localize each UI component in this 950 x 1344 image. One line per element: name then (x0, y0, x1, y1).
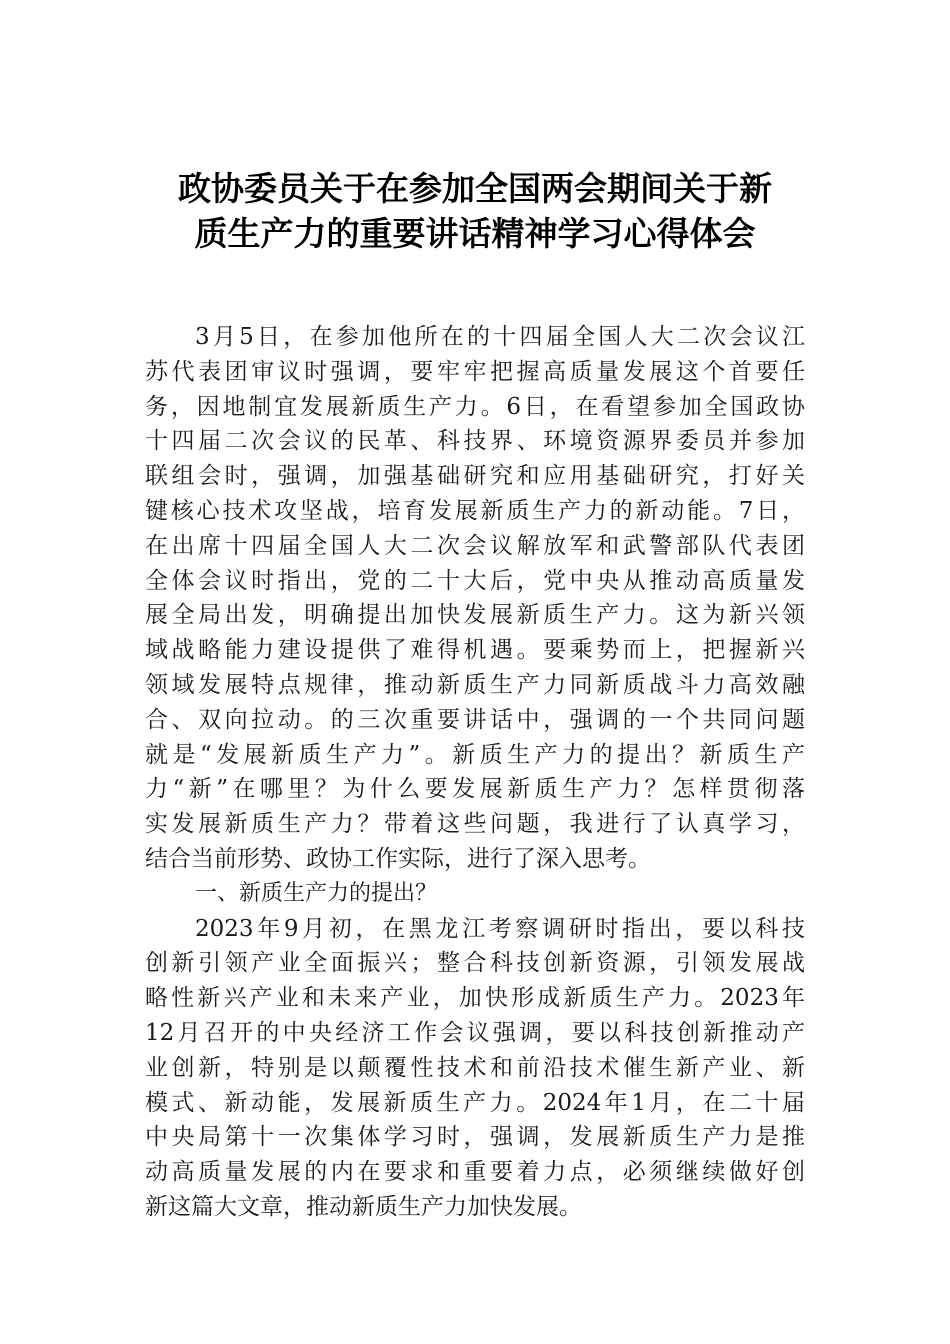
text-line: 模式、新动能，发展新质生产力。2024年1月，在二十届 (145, 1089, 805, 1116)
text-line: 联组会时，强调，加强基础研究和应用基础研究，打好关 (145, 463, 805, 490)
text-line: 在出席十四届全国人大二次会议解放军和武警部队代表团 (145, 532, 805, 559)
text-line: 域战略能力建设提供了难得机遇。要乘势而上，把握新兴 (145, 637, 805, 664)
text-line: 就是“发展新质生产力”。新质生产力的提出？新质生产 (145, 741, 805, 768)
text-line: 务，因地制宜发展新质生产力。6日，在看望参加全国政协 (145, 393, 805, 420)
text-line: 2023年9月初，在黑龙江考察调研时指出，要以科技 (195, 915, 805, 942)
text-line: 结合当前形势、政协工作实际，进行了深入思考。 (145, 845, 651, 872)
text-line: 实发展新质生产力？带着这些问题，我进行了认真学习， (145, 811, 805, 838)
text-line: 创新引领产业全面振兴；整合科技创新资源，引领发展战 (145, 950, 805, 977)
text-line: 业创新，特别是以颠覆性技术和前沿技术催生新产业、新 (145, 1054, 805, 1081)
text-line: 合、双向拉动。的三次重要讲话中，强调的一个共同问题 (145, 706, 805, 733)
text-line: 全体会议时指出，党的二十大后，党中央从推动高质量发 (145, 567, 805, 594)
paragraph-1 (145, 320, 805, 877)
text-line: 3月5日，在参加他所在的十四届全国人大二次会议江 (195, 324, 805, 350)
text-line: 中央局第十一次集体学习时，强调，发展新质生产力是推 (145, 1124, 805, 1151)
text-line: 略性新兴产业和未来产业，加快形成新质生产力。2023年 (145, 985, 805, 1012)
text-line: 展全局出发，明确提出加快发展新质生产力。这为新兴领 (145, 602, 805, 629)
document-title-line-1: 政协委员关于在参加全国两会期间关于新 (178, 169, 772, 208)
text-line: 苏代表团审议时强调，要牢牢把握高质量发展这个首要任 (145, 358, 805, 385)
text-line: 动高质量发展的内在要求和重要着力点，必须继续做好创 (145, 1159, 805, 1186)
text-line: 领域发展特点规律，推动新质生产力同新质战斗力高效融 (145, 671, 805, 698)
text-line: 十四届二次会议的民革、科技界、环境资源界委员并参加 (145, 428, 805, 455)
text-line: 力“新”在哪里？为什么要发展新质生产力？怎样贯彻落 (145, 776, 805, 803)
document-body (145, 320, 805, 1225)
text-line: 新这篇大文章，推动新质生产力加快发展。 (145, 1193, 582, 1220)
document-title-line-2: 质生产力的重要讲话精神学习心得体会 (194, 214, 756, 253)
text-line: 键核心技术攻坚战，培育发展新质生产力的新动能。7日， (145, 497, 805, 524)
section-heading: 一、新质生产力的提出？ (195, 880, 438, 906)
paragraph-2 (145, 912, 805, 1225)
text-line: 12月召开的中央经济工作会议强调，要以科技创新推动产 (145, 1019, 805, 1046)
